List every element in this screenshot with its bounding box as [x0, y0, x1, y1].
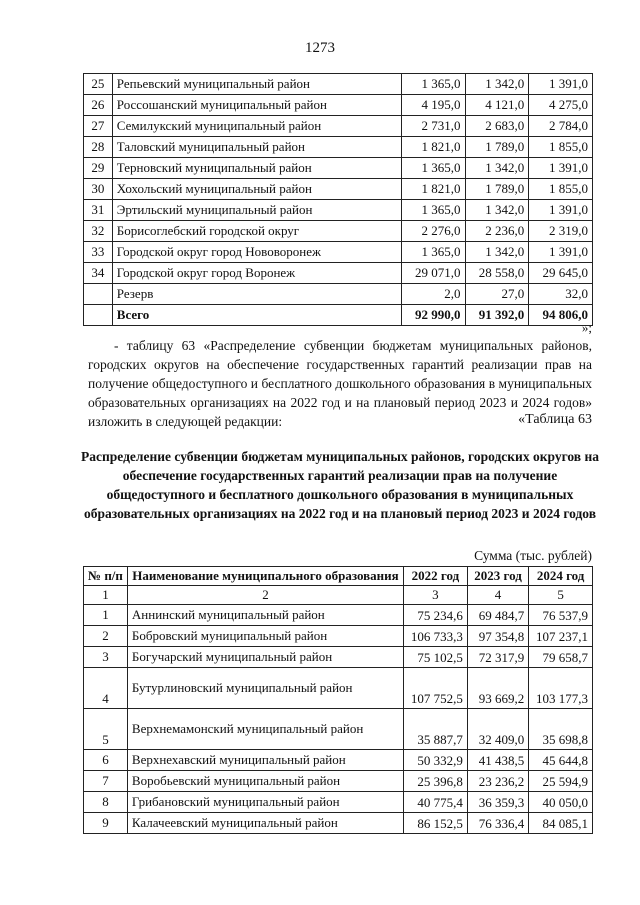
value-2022: 1 365,0	[401, 200, 465, 221]
row-number: 29	[84, 158, 113, 179]
value-2024: 40 050,0	[529, 792, 593, 813]
table-row	[84, 221, 593, 242]
value-2023: 32 409,0	[467, 709, 528, 750]
row-number: 6	[84, 750, 128, 771]
table-row	[84, 284, 593, 305]
value-2023: 23 236,2	[467, 771, 528, 792]
value-2023: 1 342,0	[465, 158, 529, 179]
row-number: 3	[84, 647, 128, 668]
row-number: 31	[84, 200, 113, 221]
row-number: 9	[84, 813, 128, 834]
value-2022: 40 775,4	[404, 792, 468, 813]
value-2024: 35 698,8	[529, 709, 593, 750]
municipality-name: Всего	[112, 305, 401, 326]
value-2022: 2 731,0	[401, 116, 465, 137]
row-number: 4	[84, 668, 128, 709]
value-2024: 4 275,0	[529, 95, 593, 116]
value-2022: 25 396,8	[404, 771, 468, 792]
amendment-paragraph	[88, 336, 592, 431]
value-2022: 1 821,0	[401, 179, 465, 200]
municipality-name: Воробьевский муниципальный район	[127, 771, 403, 792]
municipality-name: Аннинский муниципальный район	[127, 605, 403, 626]
table-heading: Распределение субвенции бюджетам муниципальных районов, городских округов на обеспечение государственных гарантий реализации прав на получение общедоступного и бесплатного дошкольного образования в муниципальных образовательных организациях на 2022 год и на плановый период 2023 и 2024 годов	[81, 449, 599, 521]
value-2022: 1 365,0	[401, 74, 465, 95]
header-name: Наименование муниципального образования	[127, 567, 403, 586]
value-2024: 2 319,0	[529, 221, 593, 242]
table-row	[84, 626, 593, 647]
municipality-name: Репьевский муниципальный район	[112, 74, 401, 95]
municipality-name: Городской округ город Воронеж	[112, 263, 401, 284]
municipality-name: Таловский муниципальный район	[112, 137, 401, 158]
row-number: 1	[84, 605, 128, 626]
table-row	[84, 137, 593, 158]
row-number: 30	[84, 179, 113, 200]
value-2022: 75 234,6	[404, 605, 468, 626]
closing-quote-mark: »;	[581, 320, 592, 335]
value-2023: 41 438,5	[467, 750, 528, 771]
value-2024: 79 658,7	[529, 647, 593, 668]
table-row	[84, 74, 593, 95]
value-2024: 25 594,9	[529, 771, 593, 792]
value-2022: 35 887,7	[404, 709, 468, 750]
unit-label: Сумма (тыс. рублей)	[474, 548, 592, 563]
value-2022: 2 276,0	[401, 221, 465, 242]
value-2024: 1 391,0	[529, 242, 593, 263]
table1-body	[84, 74, 593, 326]
municipality-name: Семилукский муниципальный район	[112, 116, 401, 137]
value-2023: 4 121,0	[465, 95, 529, 116]
table-row	[84, 813, 593, 834]
row-number: 27	[84, 116, 113, 137]
value-2023: 27,0	[465, 284, 529, 305]
value-2022: 1 365,0	[401, 242, 465, 263]
table-row	[84, 750, 593, 771]
table2-body	[84, 605, 593, 834]
table-row	[84, 647, 593, 668]
table-row	[84, 263, 593, 284]
value-2022: 50 332,9	[404, 750, 468, 771]
value-2024: 94 806,0	[529, 305, 593, 326]
column-index: 4	[467, 586, 528, 605]
table-row	[84, 158, 593, 179]
value-2024: 107 237,1	[529, 626, 593, 647]
value-2023: 1 789,0	[465, 179, 529, 200]
value-2024: 1 391,0	[529, 158, 593, 179]
municipality-name: Городской округ город Нововоронеж	[112, 242, 401, 263]
value-2023: 2 683,0	[465, 116, 529, 137]
value-2023: 1 342,0	[465, 200, 529, 221]
table-row	[84, 605, 593, 626]
value-2023: 1 789,0	[465, 137, 529, 158]
value-2022: 29 071,0	[401, 263, 465, 284]
value-2024: 1 855,0	[529, 179, 593, 200]
column-index: 3	[404, 586, 468, 605]
value-2022: 106 733,3	[404, 626, 468, 647]
row-number: 25	[84, 74, 113, 95]
row-number: 8	[84, 792, 128, 813]
table-row	[84, 95, 593, 116]
municipality-name: Резерв	[112, 284, 401, 305]
header-2023: 2023 год	[467, 567, 528, 586]
value-2024: 1 855,0	[529, 137, 593, 158]
row-number	[84, 284, 113, 305]
value-2022: 92 990,0	[401, 305, 465, 326]
row-number: 26	[84, 95, 113, 116]
table-caption: «Таблица 63	[518, 412, 592, 427]
value-2022: 86 152,5	[404, 813, 468, 834]
table-row	[84, 242, 593, 263]
row-number: 34	[84, 263, 113, 284]
value-2023: 97 354,8	[467, 626, 528, 647]
value-2022: 1 821,0	[401, 137, 465, 158]
value-2023: 69 484,7	[467, 605, 528, 626]
page-number: 1273	[305, 40, 335, 56]
table-row	[84, 179, 593, 200]
row-number: 32	[84, 221, 113, 242]
row-number: 33	[84, 242, 113, 263]
value-2023: 1 342,0	[465, 74, 529, 95]
table-row	[84, 116, 593, 137]
value-2023: 76 336,4	[467, 813, 528, 834]
municipality-name: Эртильский муниципальный район	[112, 200, 401, 221]
header-number: № п/п	[84, 567, 128, 586]
municipality-name: Россошанский муниципальный район	[112, 95, 401, 116]
value-2023: 1 342,0	[465, 242, 529, 263]
row-number: 7	[84, 771, 128, 792]
municipality-name: Борисоглебский городской округ	[112, 221, 401, 242]
value-2022: 1 365,0	[401, 158, 465, 179]
row-number: 28	[84, 137, 113, 158]
column-index-row	[84, 586, 593, 605]
value-2023: 28 558,0	[465, 263, 529, 284]
municipality-name: Бутурлиновский муниципальный район	[127, 668, 403, 709]
municipality-name: Бобровский муниципальный район	[127, 626, 403, 647]
row-number	[84, 305, 113, 326]
value-2022: 107 752,5	[404, 668, 468, 709]
municipality-name: Верхнехавский муниципальный район	[127, 750, 403, 771]
subvention-table-continued	[83, 73, 593, 326]
value-2024: 1 391,0	[529, 200, 593, 221]
value-2022: 75 102,5	[404, 647, 468, 668]
value-2024: 76 537,9	[529, 605, 593, 626]
table-63	[83, 566, 593, 834]
table-row	[84, 709, 593, 750]
table-row	[84, 668, 593, 709]
table-row	[84, 200, 593, 221]
municipality-name: Богучарский муниципальный район	[127, 647, 403, 668]
column-index: 2	[127, 586, 403, 605]
table-row	[84, 792, 593, 813]
value-2022: 4 195,0	[401, 95, 465, 116]
municipality-name: Терновский муниципальный район	[112, 158, 401, 179]
table-header-row	[84, 567, 593, 586]
amendment-paragraph-text: - таблицу 63 «Распределение субвенции бюджетам муниципальных районов, городских округов на обеспечение государственных гарантий реализации прав на получение общедоступного и бесплатного дошкольного образования в муниципальных образовательных организациях на 2022 год и на плановый период 2023 и 2024 годов» изложить в следующей редакции:	[88, 338, 592, 429]
value-2023: 72 317,9	[467, 647, 528, 668]
value-2024: 29 645,0	[529, 263, 593, 284]
header-2022: 2022 год	[404, 567, 468, 586]
value-2023: 36 359,3	[467, 792, 528, 813]
value-2024: 32,0	[529, 284, 593, 305]
value-2024: 84 085,1	[529, 813, 593, 834]
value-2023: 93 669,2	[467, 668, 528, 709]
value-2024: 45 644,8	[529, 750, 593, 771]
value-2024: 2 784,0	[529, 116, 593, 137]
column-index: 5	[529, 586, 593, 605]
value-2024: 103 177,3	[529, 668, 593, 709]
value-2023: 2 236,0	[465, 221, 529, 242]
table-row	[84, 771, 593, 792]
header-2024: 2024 год	[529, 567, 593, 586]
municipality-name: Грибановский муниципальный район	[127, 792, 403, 813]
municipality-name: Хохольский муниципальный район	[112, 179, 401, 200]
municipality-name: Калачеевский муниципальный район	[127, 813, 403, 834]
value-2022: 2,0	[401, 284, 465, 305]
municipality-name: Верхнемамонский муниципальный район	[127, 709, 403, 750]
value-2023: 91 392,0	[465, 305, 529, 326]
value-2024: 1 391,0	[529, 74, 593, 95]
row-number: 5	[84, 709, 128, 750]
column-index: 1	[84, 586, 128, 605]
row-number: 2	[84, 626, 128, 647]
table-row	[84, 305, 593, 326]
